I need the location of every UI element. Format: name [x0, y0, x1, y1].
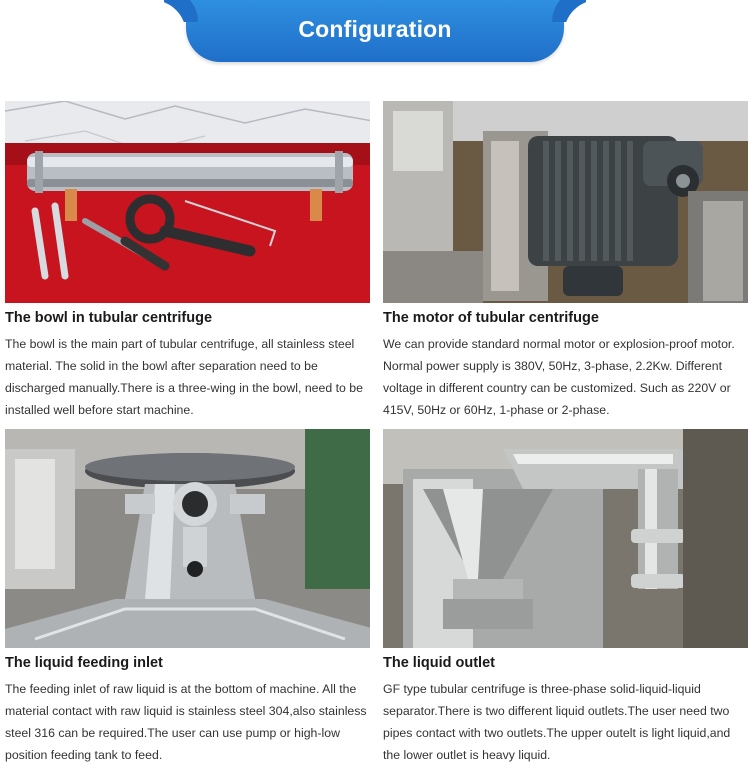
- feeding-inlet-photo: [5, 429, 370, 648]
- section-description: We can provide standard normal motor or explosion-proof motor. Normal power supply is 380V, 50Hz, 3-phase, 2.2Kw. Different voltage in different country can be customized. Such as 220V or 415V, 50Hz or 60Hz, 1-phase or 2-phase.: [383, 337, 735, 417]
- section-title: The motor of tubular centrifuge: [383, 310, 599, 326]
- section-title: The liquid feeding inlet: [5, 655, 163, 671]
- header-banner: [186, 0, 564, 62]
- section-feeding-inlet: [5, 429, 370, 765]
- liquid-outlet-photo: [383, 429, 748, 648]
- section-title: The liquid outlet: [383, 655, 495, 671]
- page-title: Configuration: [298, 16, 452, 42]
- motor-photo: [383, 101, 748, 303]
- section-liquid-outlet: [383, 429, 748, 765]
- section-description: The bowl is the main part of tubular centrifuge, all stainless steel material. The solid in the bowl after separation need to be discharged manually.There is a three-wing in the bowl, need to be installed well before start machine.: [5, 337, 363, 417]
- section-description: GF type tubular centrifuge is three-phase solid-liquid-liquid separator.There is two different liquid outlets.The user need two pipes contact with two outlets.The upper outelt is light liquid,and the lower outlet is heavy liquid.: [383, 682, 731, 762]
- section-motor: [383, 101, 748, 421]
- section-bowl: [5, 101, 370, 421]
- section-description: The feeding inlet of raw liquid is at the bottom of machine. All the material contact with raw liquid is stainless steel 304,also stainless steel 316 can be required.The user can use pump or high-low position feeding tank to feed.: [5, 682, 367, 762]
- section-title: The bowl in tubular centrifuge: [5, 310, 213, 326]
- bowl-photo: [5, 101, 370, 303]
